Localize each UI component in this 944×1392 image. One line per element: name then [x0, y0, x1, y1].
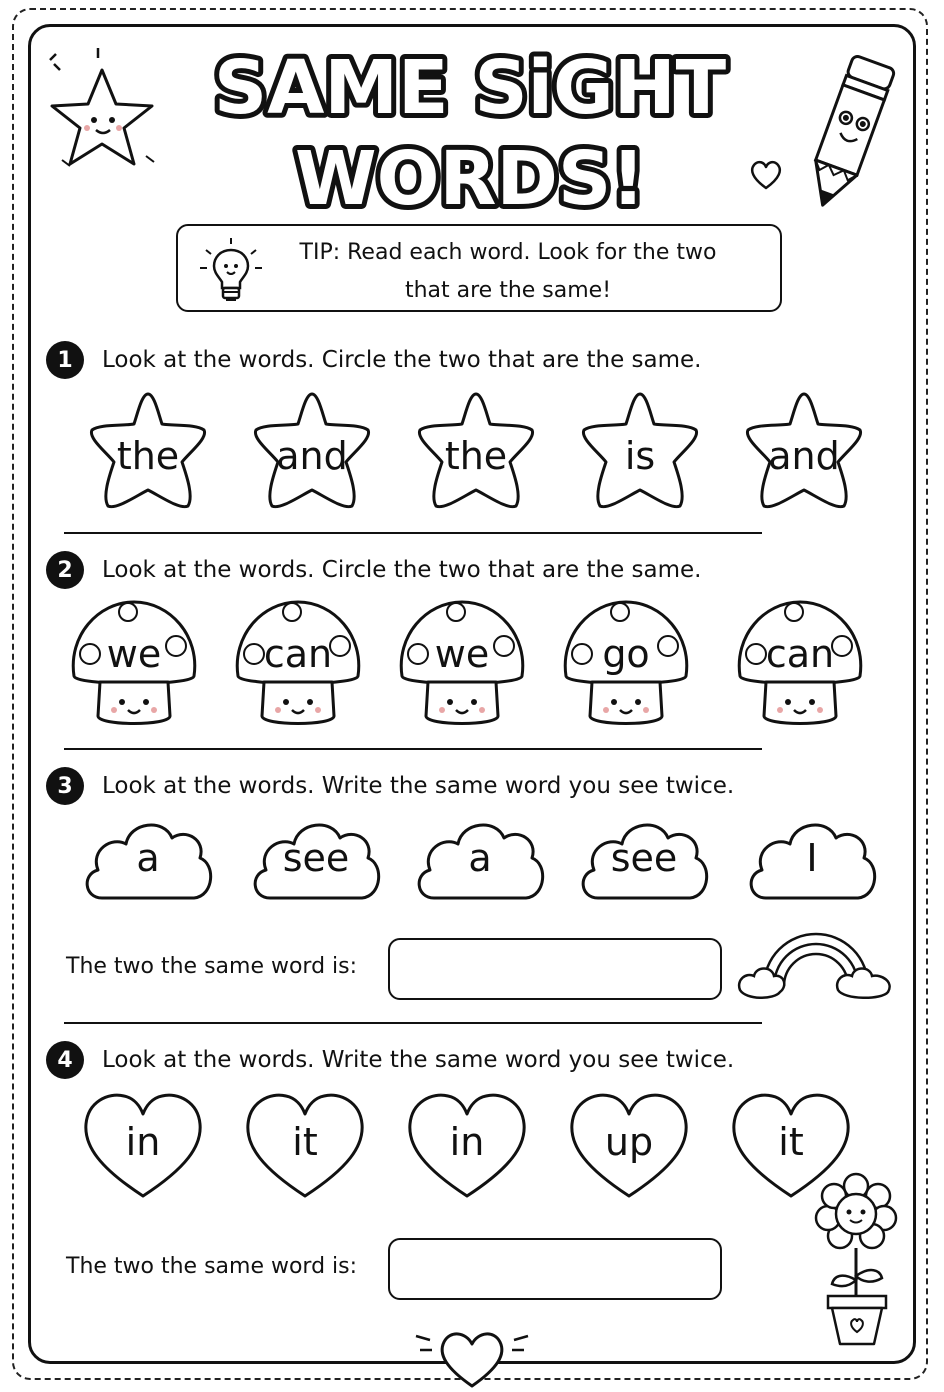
star-word-4[interactable] [574, 388, 706, 516]
cloud-word-4[interactable] [578, 814, 710, 910]
question-instruction: Look at the words. Circle the two that are the same. [102, 347, 702, 373]
sight-word: see [610, 836, 678, 880]
sight-word: up [604, 1120, 654, 1164]
star-character-icon [40, 40, 170, 180]
sight-word: we [106, 632, 162, 676]
cloud-word-3[interactable] [414, 814, 546, 910]
sight-word: in [449, 1120, 485, 1164]
worksheet-title [150, 28, 790, 218]
heart-word-1[interactable] [80, 1090, 206, 1202]
sight-word: and [276, 434, 348, 478]
sight-word: can [263, 632, 333, 676]
title-line-2: WORDS! [295, 136, 645, 218]
sight-word: it [778, 1120, 804, 1164]
cloud-word-2[interactable] [250, 814, 382, 910]
tip-line-1: TIP: Read each word. Look for the two [299, 240, 717, 265]
answer-field-3[interactable] [388, 938, 722, 1000]
sight-word: and [768, 434, 840, 478]
mushroom-word-1[interactable] [68, 596, 200, 730]
rainbow-icon [734, 920, 898, 1006]
sight-word: in [125, 1120, 161, 1164]
question-4 [46, 1040, 734, 1080]
question-number: 1 [46, 341, 84, 379]
sight-word: see [282, 836, 350, 880]
mushroom-word-2[interactable] [232, 596, 364, 730]
heart-word-2[interactable] [242, 1090, 368, 1202]
cloud-word-5[interactable] [746, 814, 878, 910]
answer-label: The two the same word is: [66, 954, 358, 979]
question-instruction: Look at the words. Write the same word you see twice. [102, 773, 735, 799]
sight-word: the [116, 434, 180, 478]
star-word-1[interactable] [82, 388, 214, 516]
question-instruction: Look at the words. Circle the two that are the same. [102, 557, 702, 583]
question-3 [46, 766, 734, 806]
star-word-2[interactable] [246, 388, 378, 516]
section-divider [64, 1022, 762, 1024]
sight-word: a [136, 836, 160, 880]
mushroom-word-4[interactable] [560, 596, 692, 730]
sight-word: the [444, 434, 508, 478]
sight-word: it [292, 1120, 318, 1164]
star-word-3[interactable] [410, 388, 542, 516]
bottom-heart-icon [412, 1318, 532, 1390]
question-number: 3 [46, 767, 84, 805]
tip-text [278, 234, 738, 310]
sight-word: go [602, 632, 650, 676]
answer-label: The two the same word is: [66, 1254, 358, 1279]
mushroom-word-3[interactable] [396, 596, 528, 730]
sight-word: is [624, 434, 656, 478]
sight-word: we [434, 632, 490, 676]
pencil-character-icon [790, 40, 910, 220]
sight-word: can [765, 632, 835, 676]
sight-word: I [806, 836, 818, 880]
lightbulb-icon [196, 236, 266, 306]
star-word-5[interactable] [738, 388, 870, 516]
tip-box [176, 224, 782, 312]
heart-word-4[interactable] [566, 1090, 692, 1202]
answer-field-4[interactable] [388, 1238, 722, 1300]
section-divider [64, 748, 762, 750]
question-number: 2 [46, 551, 84, 589]
cloud-word-1[interactable] [82, 814, 214, 910]
small-heart-icon [748, 158, 784, 192]
section-divider [64, 532, 762, 534]
question-number: 4 [46, 1041, 84, 1079]
question-1 [46, 340, 702, 380]
question-2 [46, 550, 702, 590]
heart-word-3[interactable] [404, 1090, 530, 1202]
question-instruction: Look at the words. Write the same word you see twice. [102, 1047, 735, 1073]
title-line-1: SAME SiGHT [213, 45, 727, 131]
mushroom-word-5[interactable] [734, 596, 866, 730]
sight-word: a [468, 836, 492, 880]
flower-pot-icon [806, 1172, 906, 1348]
tip-line-2: that are the same! [404, 278, 612, 303]
